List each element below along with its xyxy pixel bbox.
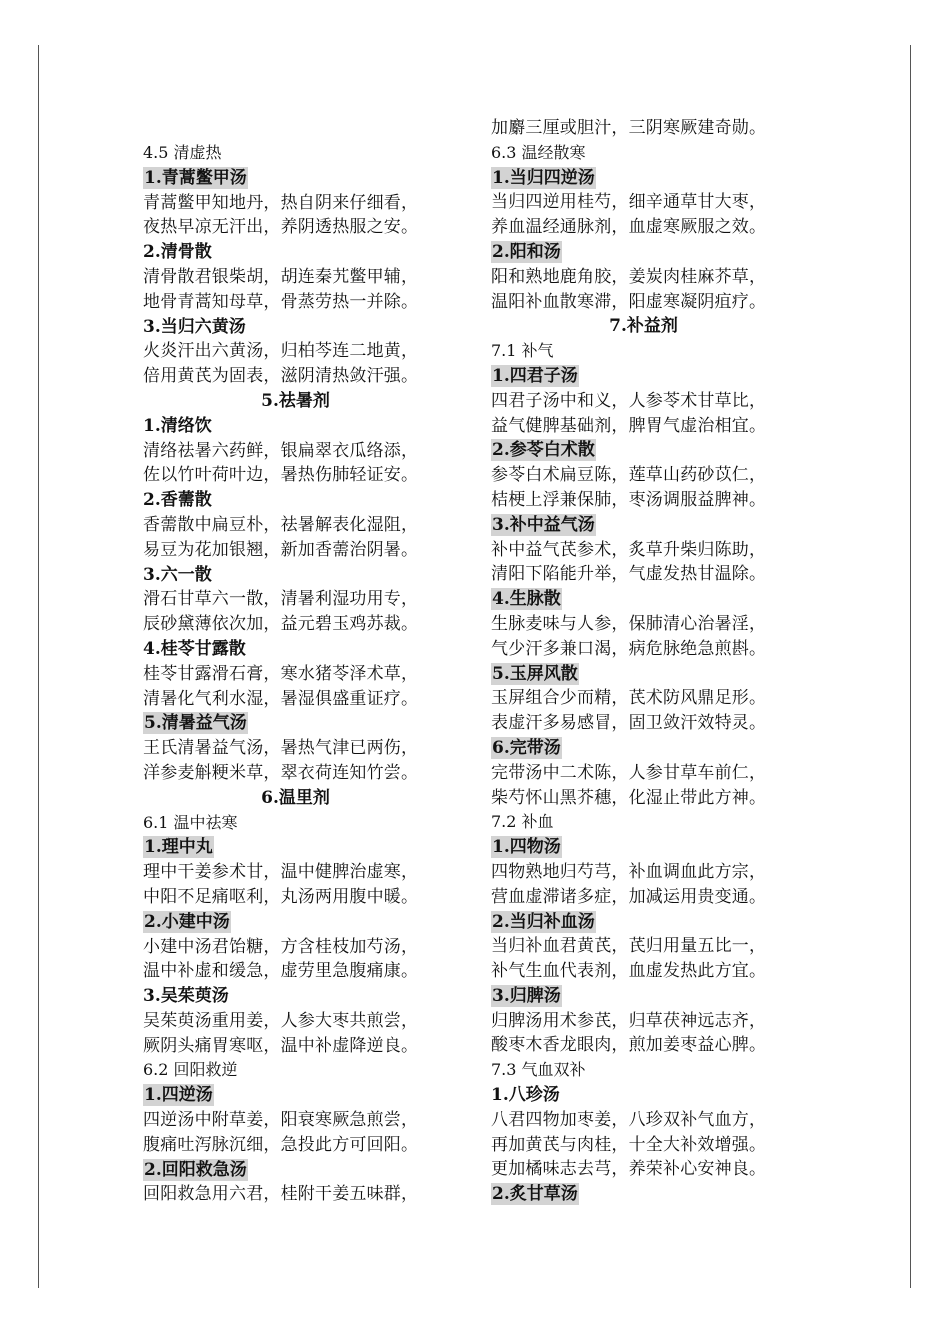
verse-line — [143, 439, 448, 464]
verse-text: 桔梗上浮兼保肺，枣汤调服益脾神。 — [491, 489, 767, 510]
verse-text: 中阳不足痛呕利，丸汤两用腹中暖。 — [143, 886, 419, 907]
verse-line — [491, 761, 796, 786]
formula-title: 3.吴茱萸汤 — [143, 986, 229, 1007]
formula-title: 1.四物汤 — [492, 837, 561, 858]
chapter-heading-row — [143, 786, 448, 811]
formula-title: 4.桂苓甘露散 — [143, 638, 246, 659]
verse-text: 王氏清暑益气汤，暑热气津已两伤， — [143, 738, 419, 759]
formula-title: 3.补中益气汤 — [492, 514, 595, 535]
verse-text: 腹痛吐泻脉沉细，急投此方可回阳。 — [143, 1134, 419, 1155]
verse-text: 清暑化气利水湿，暑湿俱盛重证疗。 — [143, 688, 419, 709]
chapter-heading-row — [491, 314, 796, 339]
verse-line — [143, 1034, 448, 1059]
verse-line — [143, 959, 448, 984]
verse-text: 更加橘味志去芎，养荣补心安神良。 — [491, 1159, 767, 1180]
verse-line — [491, 562, 796, 587]
formula-heading-row — [491, 984, 796, 1009]
chapter-title: 6.温里剂 — [261, 787, 330, 808]
verse-text: 四君子汤中和义，人参苓术甘草比， — [491, 390, 767, 411]
verse-line — [491, 215, 796, 240]
formula-heading-row — [143, 835, 448, 860]
verse-line — [491, 265, 796, 290]
verse-text: 回阳救急用六君，桂附干姜五味群， — [143, 1184, 419, 1205]
verse-text: 再加黄芪与肉桂，十全大补效增强。 — [491, 1134, 767, 1155]
formula-title: 2.清骨散 — [143, 242, 212, 263]
verse-line — [491, 538, 796, 563]
formula-heading-row — [143, 1083, 448, 1108]
subsection-heading-row — [143, 141, 448, 166]
verse-text: 清阳下陷能升举，气虚发热甘温除。 — [491, 564, 767, 585]
verse-line — [491, 116, 796, 141]
verse-line — [143, 761, 448, 786]
verse-text: 夜热早凉无汗出，养阴透热服之安。 — [143, 217, 419, 238]
verse-text: 益气健脾基础剂，脾胃气虚治相宜。 — [491, 415, 767, 436]
subsection-title: 6.3 温经散寒 — [491, 142, 586, 162]
verse-text: 理中干姜参术甘，温中健脾治虚寒， — [143, 862, 419, 883]
subsection-heading-row — [491, 1058, 796, 1083]
verse-text: 酸枣木香龙眼肉，煎加姜枣益心脾。 — [491, 1035, 767, 1056]
verse-line — [143, 935, 448, 960]
verse-text: 辰砂黛薄依次加，益元碧玉鸡苏裁。 — [143, 614, 419, 635]
formula-heading-row — [143, 910, 448, 935]
verse-text: 佐以竹叶荷叶边，暑热伤肺轻证安。 — [143, 465, 419, 486]
formula-heading-row — [143, 637, 448, 662]
formula-heading-row — [143, 563, 448, 588]
verse-line — [491, 885, 796, 910]
verse-line — [143, 1182, 448, 1207]
formula-heading-row — [143, 984, 448, 1009]
verse-line — [491, 1009, 796, 1034]
left-text-column — [143, 141, 448, 1207]
verse-text: 气少汗多兼口渴，病危脉绝急煎斟。 — [491, 638, 767, 659]
verse-line — [491, 463, 796, 488]
subsection-title: 7.2 补血 — [491, 812, 554, 832]
formula-heading-row — [143, 414, 448, 439]
formula-title: 2.香薷散 — [143, 490, 212, 511]
verse-line — [491, 488, 796, 513]
verse-line — [143, 290, 448, 315]
verse-line — [491, 686, 796, 711]
formula-heading-row — [491, 513, 796, 538]
verse-line — [143, 538, 448, 563]
formula-title: 2.阳和汤 — [492, 241, 561, 262]
subsection-heading-row — [143, 1058, 448, 1083]
verse-text: 青蒿鳖甲知地丹，热自阴来仔细看， — [143, 192, 419, 213]
verse-text: 生脉麦味与人参，保肺清心治暑淫， — [491, 613, 767, 634]
verse-text: 滑石甘草六一散，清暑利湿功用专， — [143, 589, 419, 610]
formula-heading-row — [143, 711, 448, 736]
verse-text: 完带汤中二术陈，人参甘草车前仁， — [491, 762, 767, 783]
verse-text: 表虚汗多易感冒，固卫敛汗效特灵。 — [491, 713, 767, 734]
verse-text: 养血温经通脉剂，血虚寒厥服之效。 — [491, 217, 767, 238]
chapter-title: 5.祛暑剂 — [261, 390, 330, 411]
right-page-border — [910, 45, 911, 1288]
verse-line — [143, 736, 448, 761]
formula-title: 1.青蒿鳖甲汤 — [144, 167, 247, 188]
verse-text: 地骨青蒿知母草，骨蒸劳热一并除。 — [143, 291, 419, 312]
verse-line — [143, 339, 448, 364]
formula-heading-row — [491, 240, 796, 265]
verse-line — [491, 290, 796, 315]
formula-title: 1.清络饮 — [143, 415, 212, 436]
formula-heading-row — [491, 1182, 796, 1207]
formula-title: 2.回阳救急汤 — [144, 1159, 247, 1180]
verse-line — [143, 587, 448, 612]
left-page-border — [38, 45, 39, 1288]
verse-line — [491, 637, 796, 662]
verse-text: 温中补虚和缓急，虚劳里急腹痛康。 — [143, 961, 419, 982]
verse-line — [491, 389, 796, 414]
verse-line — [491, 1157, 796, 1182]
formula-heading-row — [491, 438, 796, 463]
formula-heading-row — [491, 364, 796, 389]
verse-text: 阳和熟地鹿角胶，姜炭肉桂麻芥草， — [491, 266, 767, 287]
verse-line — [143, 1009, 448, 1034]
formula-title: 2.参苓白术散 — [492, 440, 595, 461]
subsection-heading-row — [491, 339, 796, 364]
formula-title: 1.四逆汤 — [144, 1085, 213, 1106]
formula-heading-row — [143, 166, 448, 191]
formula-heading-row — [491, 910, 796, 935]
verse-line — [491, 786, 796, 811]
formula-heading-row — [491, 587, 796, 612]
verse-line — [143, 1133, 448, 1158]
verse-text: 易豆为花加银翘，新加香薷治阴暑。 — [143, 539, 419, 560]
subsection-title: 7.3 气血双补 — [491, 1060, 586, 1080]
verse-text: 清骨散君银柴胡，胡连秦艽鳖甲辅， — [143, 266, 419, 287]
verse-text: 玉屏组合少而精，芪术防风鼎足形。 — [491, 688, 767, 709]
formula-title: 3.归脾汤 — [492, 985, 561, 1006]
verse-line — [143, 513, 448, 538]
formula-title: 1.理中丸 — [144, 837, 213, 858]
verse-line — [143, 191, 448, 216]
subsection-title: 6.2 回阳救逆 — [143, 1060, 238, 1080]
verse-text: 营血虚滞诸多症，加减运用贵变通。 — [491, 886, 767, 907]
chapter-heading-row — [143, 389, 448, 414]
verse-line — [491, 959, 796, 984]
formula-title: 5.玉屏风散 — [492, 663, 578, 684]
verse-line — [491, 1108, 796, 1133]
formula-heading-row — [143, 315, 448, 340]
subsection-heading-row — [491, 810, 796, 835]
verse-line — [491, 190, 796, 215]
verse-line — [491, 612, 796, 637]
verse-text: 倍用黄芪为固表，滋阴清热敛汗强。 — [143, 366, 419, 387]
verse-text: 清络祛暑六药鲜，银扁翠衣瓜络添， — [143, 440, 419, 461]
verse-text: 四逆汤中附草姜，阳衰寒厥急煎尝， — [143, 1110, 419, 1131]
verse-text: 温阳补血散寒滞，阳虚寒凝阴疽疗。 — [491, 291, 767, 312]
formula-heading-row — [143, 240, 448, 265]
formula-heading-row — [143, 488, 448, 513]
formula-heading-row — [491, 166, 796, 191]
subsection-title: 6.1 温中祛寒 — [143, 812, 238, 832]
formula-title: 2.炙甘草汤 — [492, 1184, 578, 1205]
verse-text: 桂苓甘露滑石膏，寒水猪苓泽术草， — [143, 663, 419, 684]
verse-line — [143, 463, 448, 488]
verse-line — [143, 215, 448, 240]
formula-heading-row — [491, 662, 796, 687]
verse-text: 厥阴头痛胃寒呕，温中补虚降逆良。 — [143, 1035, 419, 1056]
verse-line — [491, 711, 796, 736]
verse-text: 补气生血代表剂，血虚发热此方宜。 — [491, 961, 767, 982]
verse-line — [143, 612, 448, 637]
verse-line — [491, 934, 796, 959]
formula-title: 3.六一散 — [143, 564, 212, 585]
formula-heading-row — [143, 1158, 448, 1183]
verse-line — [143, 885, 448, 910]
verse-text: 小建中汤君饴糖，方含桂枝加芍汤， — [143, 936, 419, 957]
formula-title: 2.当归补血汤 — [492, 911, 595, 932]
formula-title: 4.生脉散 — [492, 589, 561, 610]
verse-line — [491, 1133, 796, 1158]
verse-text: 洋参麦斛粳米草，翠衣荷连知竹尝。 — [143, 762, 419, 783]
verse-text: 当归四逆用桂芍，细辛通草甘大枣， — [491, 192, 767, 213]
formula-title: 2.小建中汤 — [144, 911, 230, 932]
verse-line — [143, 860, 448, 885]
verse-line — [143, 662, 448, 687]
formula-title: 6.完带汤 — [492, 737, 561, 758]
verse-text: 香薷散中扁豆朴，祛暑解表化湿阻， — [143, 514, 419, 535]
verse-line — [143, 687, 448, 712]
verse-line — [143, 1108, 448, 1133]
formula-heading-row — [491, 736, 796, 761]
verse-text: 归脾汤用术参芪，归草茯神远志齐， — [491, 1010, 767, 1031]
verse-line — [491, 1033, 796, 1058]
formula-title: 5.清暑益气汤 — [144, 713, 247, 734]
right-text-column — [491, 116, 796, 1207]
verse-text: 补中益气芪参术，炙草升柴归陈助， — [491, 539, 767, 560]
formula-title: 1.当归四逆汤 — [492, 167, 595, 188]
subsection-heading-row — [491, 141, 796, 166]
verse-text: 吴茱萸汤重用姜，人参大枣共煎尝， — [143, 1010, 419, 1031]
subsection-title: 4.5 清虚热 — [143, 143, 222, 162]
formula-heading-row — [491, 1083, 796, 1108]
verse-line — [143, 265, 448, 290]
verse-line — [491, 414, 796, 439]
verse-text: 四物熟地归芍芎，补血调血此方宗， — [491, 861, 767, 882]
formula-title: 3.当归六黄汤 — [143, 316, 246, 337]
formula-title: 1.八珍汤 — [491, 1085, 560, 1106]
subsection-heading-row — [143, 811, 448, 836]
subsection-title: 7.1 补气 — [491, 341, 554, 361]
chapter-title: 7.补益剂 — [609, 316, 678, 337]
verse-line — [491, 860, 796, 885]
verse-text: 火炎汗出六黄汤，归柏芩连二地黄， — [143, 341, 419, 362]
formula-heading-row — [491, 835, 796, 860]
verse-text: 柴芍怀山黑芥穗，化湿止带此方神。 — [491, 787, 767, 808]
verse-line — [143, 364, 448, 389]
verse-text: 加麝三厘或胆汁，三阴寒厥建奇勋。 — [491, 118, 767, 138]
formula-title: 1.四君子汤 — [492, 365, 578, 386]
verse-text: 当归补血君黄芪，芪归用量五比一， — [491, 936, 767, 957]
verse-text: 参苓白术扁豆陈，莲草山药砂苡仁， — [491, 465, 767, 486]
verse-text: 八君四物加枣姜，八珍双补气血方， — [491, 1109, 767, 1130]
